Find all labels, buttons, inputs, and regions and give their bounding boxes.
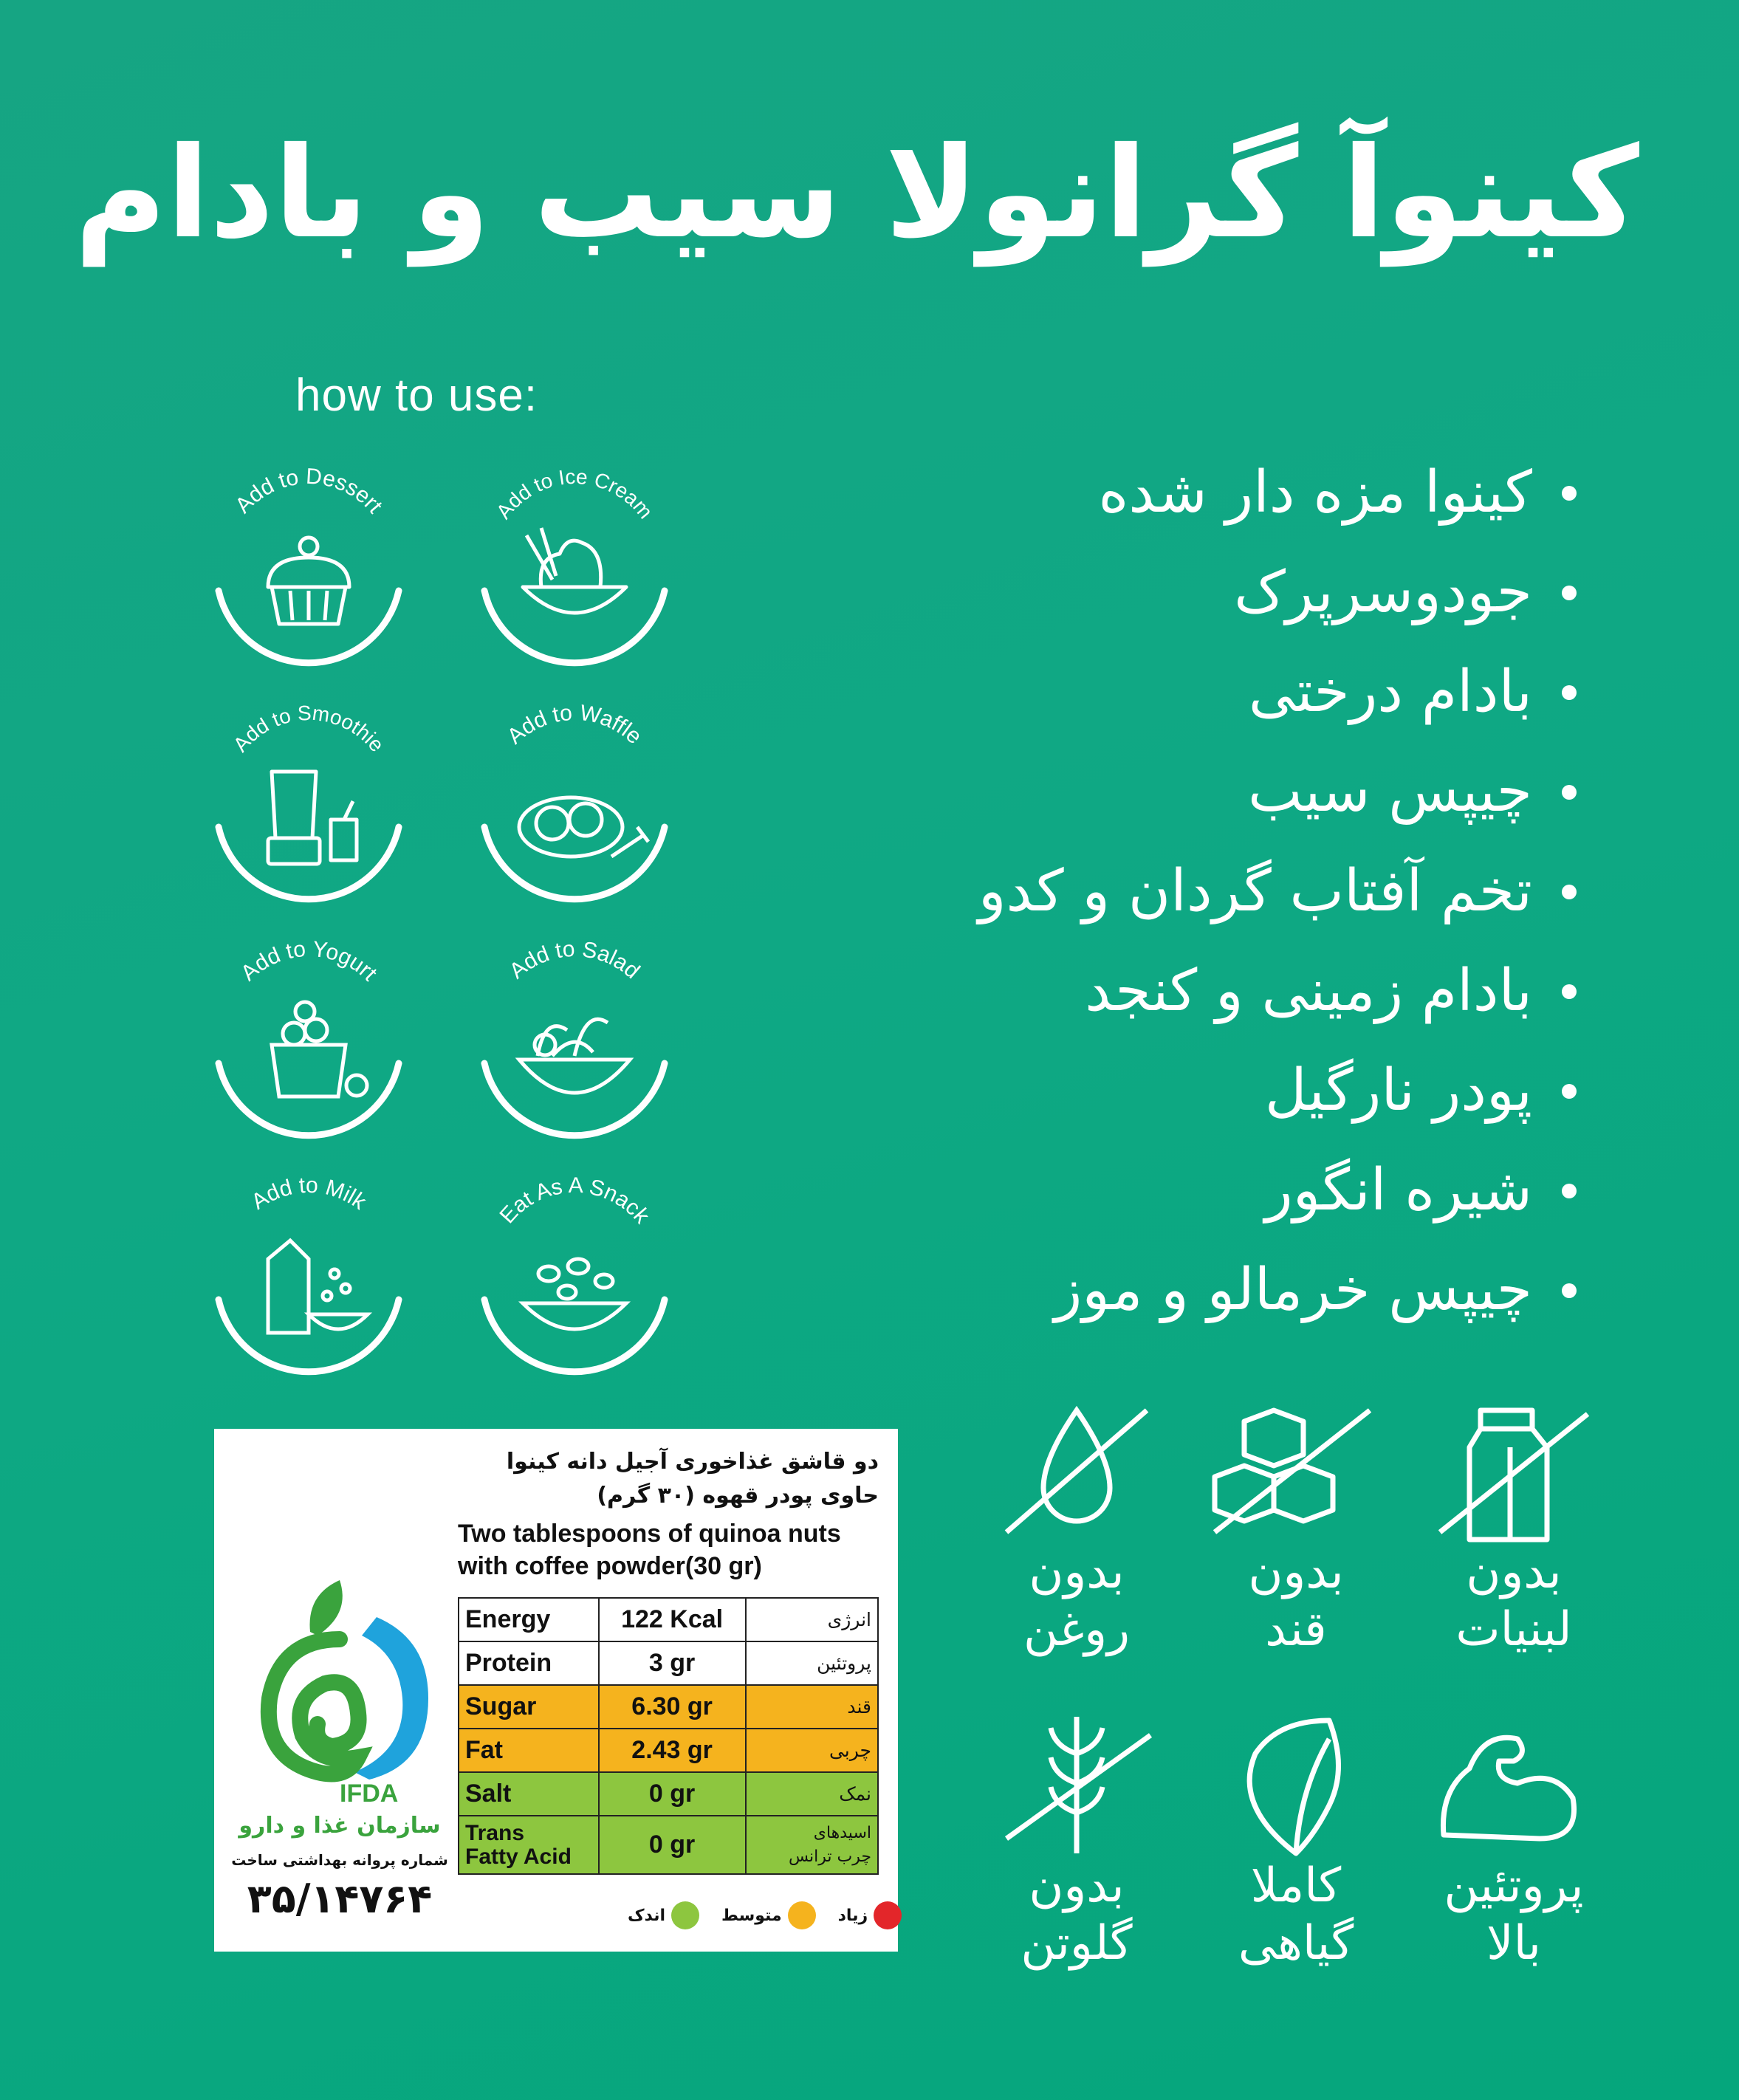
vegan-leaf-icon — [1211, 1709, 1381, 1857]
ingredient-item: پودر نارگیل — [978, 1041, 1577, 1141]
waffle-icon — [464, 690, 685, 912]
no-sugar-icon — [1211, 1396, 1381, 1543]
svg-text:Add to Ice Cream: Add to Ice Cream — [491, 464, 657, 524]
legend-high: زیاد — [838, 1901, 902, 1929]
bullet-icon — [1562, 586, 1577, 600]
ifda-logo-icon — [229, 1573, 443, 1809]
svg-text:Add to Dessert: Add to Dessert — [230, 464, 388, 518]
feature-no-dairy: بدون لبنیات — [1429, 1396, 1599, 1658]
svg-text:Add to Yogurt: Add to Yogurt — [236, 936, 382, 986]
svg-text:Eat As A Snack: Eat As A Snack — [495, 1173, 654, 1229]
ingredient-item: شیره انگور — [978, 1141, 1577, 1241]
feature-no-sugar: بدون قند — [1211, 1396, 1381, 1658]
svg-text:Add to Milk: Add to Milk — [247, 1173, 371, 1215]
nutrition-panel — [214, 1429, 898, 1952]
bullet-icon — [1562, 785, 1577, 800]
bullet-icon — [1562, 1084, 1577, 1099]
nutrition-legend — [628, 1901, 902, 1929]
ingredient-item: تخم آفتاب گردان و کدو — [978, 842, 1577, 941]
permit-number: ۳۵/۱۴۷۶۴ — [247, 1876, 433, 1922]
table-row: Trans Fatty Acid 0 gr اسیدهای چرب ترانس — [459, 1816, 878, 1874]
use-badge-milk — [198, 1163, 419, 1384]
legend-low: اندک — [628, 1901, 699, 1929]
ingredient-item: جودوسرپرک — [978, 543, 1577, 642]
salad-icon — [464, 927, 685, 1148]
ingredient-item: چیپس سیب — [978, 742, 1577, 842]
ingredient-item: کینوا مزه دار شده — [978, 443, 1577, 543]
ingredient-list — [978, 443, 1577, 1340]
ingredient-item: بادام درختی — [978, 642, 1577, 742]
use-badge-yogurt — [198, 927, 419, 1148]
no-oil-icon — [992, 1396, 1162, 1543]
dessert-icon — [198, 454, 419, 676]
svg-text:Add to Waffle: Add to Waffle — [502, 700, 647, 749]
ingredient-item: بادام زمینی و کنجد — [978, 941, 1577, 1041]
table-row: Salt 0 gr نمک — [459, 1772, 878, 1816]
nutrition-table — [458, 1597, 879, 1875]
feature-no-oil: بدون روغن — [992, 1396, 1162, 1658]
smoothie-blender-icon — [198, 690, 419, 912]
medium-dot-icon — [788, 1901, 816, 1929]
svg-text:Add to Smoothie: Add to Smoothie — [228, 701, 389, 757]
use-badge-salad — [464, 927, 685, 1148]
ifda-name: IFDA — [340, 1780, 399, 1808]
bullet-icon — [1562, 1184, 1577, 1198]
feature-high-protein: پروتئین بالا — [1429, 1709, 1599, 1972]
use-badge-snack — [464, 1163, 685, 1384]
bullet-icon — [1562, 685, 1577, 700]
ice-cream-icon — [464, 454, 685, 676]
how-to-use-label: how to use: — [295, 370, 538, 421]
use-badge-smoothie — [198, 690, 419, 912]
nutrition-header-en: Two tablespoons of quinoa nuts with coffee powder(30 gr) — [458, 1520, 841, 1580]
nutrition-header-fa: دو قاشق غذاخوری آجیل دانه کینوا حاوی پودر قهوه (۳۰ گرم) — [506, 1449, 879, 1509]
milk-icon — [198, 1163, 419, 1384]
no-gluten-icon — [992, 1709, 1162, 1857]
ingredient-item: چیپس خرمالو و موز — [978, 1241, 1577, 1340]
high-protein-icon — [1429, 1709, 1599, 1857]
product-title: کینوآ گرانولا سیب و بادام — [74, 120, 1639, 267]
bullet-icon — [1562, 885, 1577, 899]
snack-bowl-icon — [464, 1163, 685, 1384]
bullet-icon — [1562, 984, 1577, 999]
use-badge-dessert — [198, 454, 419, 676]
table-row: Sugar 6.30 gr قند — [459, 1685, 878, 1729]
bullet-icon — [1562, 1283, 1577, 1298]
permit-label: شماره پروانه بهداشتی ساخت — [231, 1851, 448, 1869]
table-row: Protein 3 gr پروتئین — [459, 1641, 878, 1685]
high-dot-icon — [874, 1901, 902, 1929]
bullet-icon — [1562, 486, 1577, 501]
no-dairy-icon — [1429, 1396, 1599, 1543]
low-dot-icon — [671, 1901, 699, 1929]
ifda-org-name: سازمان غذا و دارو — [239, 1813, 441, 1839]
feature-no-gluten: بدون گلوتن — [992, 1709, 1162, 1972]
feature-vegan: کاملا گیاهی — [1211, 1709, 1381, 1972]
use-badge-waffle — [464, 690, 685, 912]
use-badge-ice-cream — [464, 454, 685, 676]
legend-medium: متوسط — [721, 1901, 816, 1929]
svg-text:Add to Salad: Add to Salad — [504, 936, 645, 984]
yogurt-icon — [198, 927, 419, 1148]
table-row: Energy 122 Kcal انرژی — [459, 1598, 878, 1641]
table-row: Fat 2.43 gr چربی — [459, 1729, 878, 1772]
